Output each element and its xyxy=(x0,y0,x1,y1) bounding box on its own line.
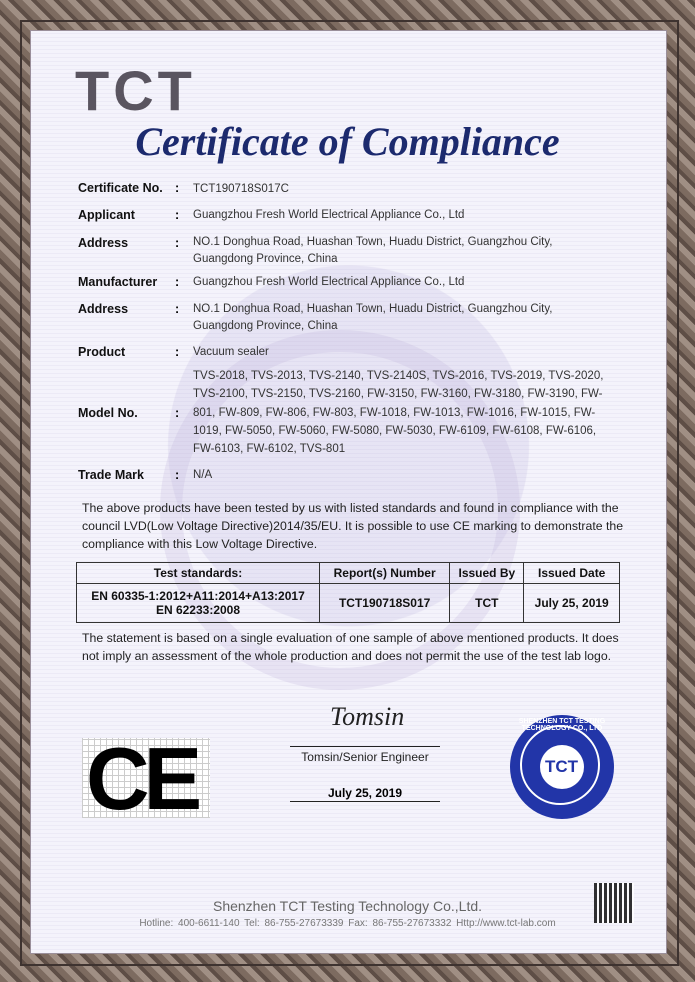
product-label: Product xyxy=(78,345,126,359)
issued-by-cell: TCT xyxy=(450,584,524,623)
colon: : xyxy=(175,236,180,250)
manufacturer-value: Guangzhou Fresh World Electrical Appliance Co., Ltd xyxy=(193,276,465,288)
manufacturer-address: NO.1 Donghua Road, Huashan Town, Huadu District, Guangzhou City, Guangdong Province, China xyxy=(193,303,553,332)
table-header: Issued By xyxy=(450,563,524,584)
seal-center-text: TCT xyxy=(545,757,579,776)
ce-mark-text: CE xyxy=(86,729,197,828)
colon: : xyxy=(175,181,180,195)
table-header: Report(s) Number xyxy=(320,563,450,584)
applicant-address: NO.1 Donghua Road, Huashan Town, Huadu District, Guangzhou City, Guangdong Province, China xyxy=(193,236,553,265)
standard-1: EN 60335-1:2012+A11:2014+A13:2017 xyxy=(91,589,305,603)
signer-name: Tomsin/Senior Engineer xyxy=(301,750,429,764)
signature-line xyxy=(290,746,440,747)
standards-table xyxy=(76,562,620,623)
product-value: Vacuum sealer xyxy=(193,346,269,358)
report-number-cell: TCT190718S017 xyxy=(320,584,450,623)
certificate-title: Certificate of Compliance xyxy=(135,119,560,164)
table-header: Test standards: xyxy=(77,563,320,584)
compliance-statement: The above products have been tested by us with listed standards and found in compliance with the council LVD(Low Voltage Directive)2014/35/EU. It is possible to use CE marking to demonstrate the compliance with this Low Voltage Directive. xyxy=(82,501,624,551)
seal-text: SHENZHEN TCT TESTING TECHNOLOGY CO., LTD xyxy=(518,718,606,732)
ce-mark xyxy=(82,729,210,828)
trademark-label: Trade Mark xyxy=(78,468,145,482)
cert-no-value: TCT190718S017C xyxy=(193,183,289,195)
date-line xyxy=(290,801,440,802)
signature: Tomsin xyxy=(330,702,405,731)
contact-footer: Hotline: 400-6611-140 Tel: 86-755-27673339 Fax: 86-755-27673332 Http://www.tct-lab.com xyxy=(139,918,556,929)
evaluation-statement: The statement is based on a single evaluation of one sample of above mentioned products. It does not imply an assessment of the whole production and does not permit the use of the test lab logo. xyxy=(82,631,619,663)
colon: : xyxy=(175,302,180,316)
model-list: TVS-2018, TVS-2013, TVS-2140, TVS-2140S, TVS-2016, TVS-2019, TVS-2020, TVS-2100, TVS-2150, TVS-2160, FW-3150, FW-3160, FW-3180, FW-3190, FW-801, FW-809, FW-806, FW-803, FW-1018, FW-1013, FW-1016, FW-1015, FW-1019, FW-5050, FW-5060, FW-5080, FW-5030, FW-6109, FW-6108, FW-6106, FW-6103, FW-6102, TVS-801 xyxy=(193,370,604,456)
seal-center xyxy=(540,745,584,789)
standards-cell xyxy=(77,584,320,623)
issued-date-cell: July 25, 2019 xyxy=(524,584,620,623)
qr-code-icon xyxy=(594,883,634,923)
sign-date: July 25, 2019 xyxy=(327,786,403,800)
colon: : xyxy=(175,345,180,359)
colon: : xyxy=(175,406,180,420)
applicant-value: Guangzhou Fresh World Electrical Appliance Co., Ltd xyxy=(193,209,465,221)
table-header: Issued Date xyxy=(524,563,620,584)
company-name: Shenzhen TCT Testing Technology Co.,Ltd. xyxy=(212,898,483,914)
address-label: Address xyxy=(78,302,129,316)
colon: : xyxy=(175,275,180,289)
manufacturer-label: Manufacturer xyxy=(78,275,158,289)
tct-logo: TCT xyxy=(75,59,196,122)
trademark-value: N/A xyxy=(193,469,213,481)
table-row xyxy=(77,584,620,623)
standard-2: EN 62233:2008 xyxy=(155,603,241,617)
colon: : xyxy=(175,208,180,222)
cert-no-label: Certificate No. xyxy=(78,181,163,195)
colon: : xyxy=(175,468,180,482)
tct-seal xyxy=(510,715,614,819)
model-label: Model No. xyxy=(78,406,138,420)
applicant-label: Applicant xyxy=(78,208,135,222)
address-label: Address xyxy=(78,236,129,250)
